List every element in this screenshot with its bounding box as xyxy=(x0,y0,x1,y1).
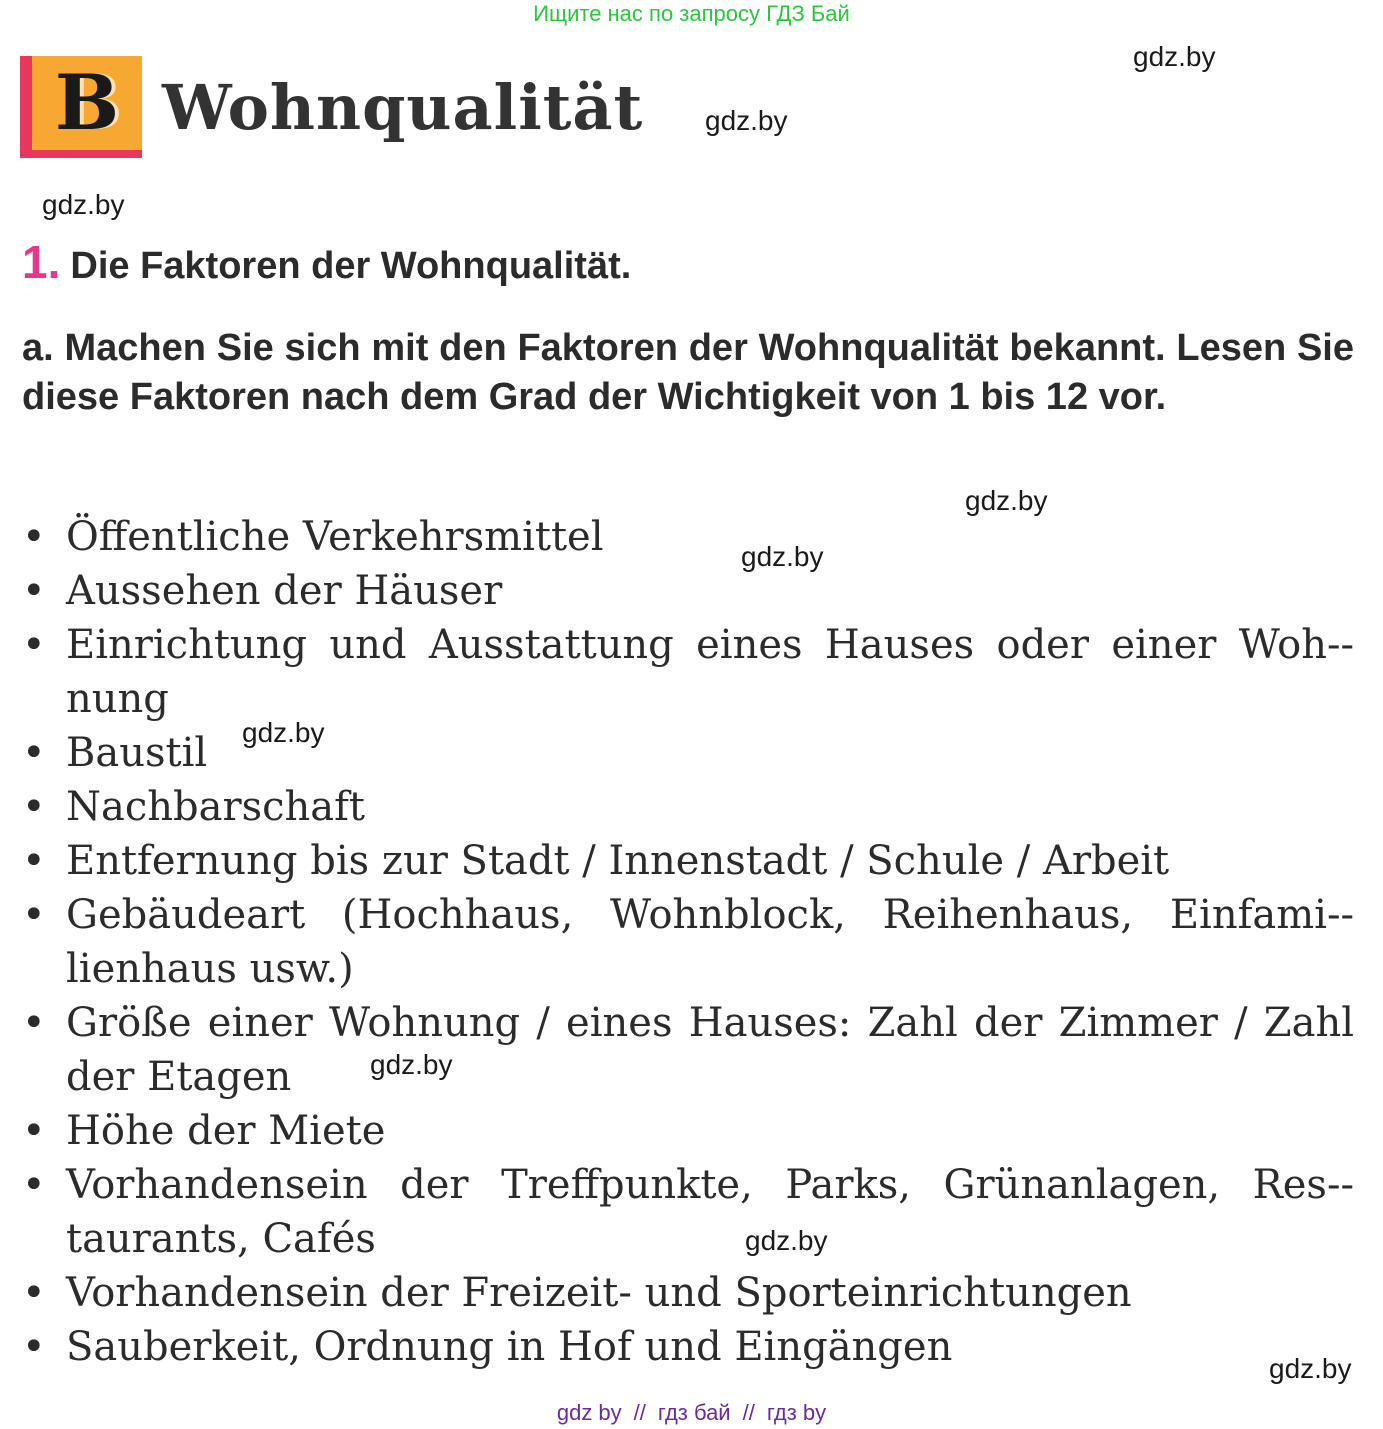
list-item-text: Baustil xyxy=(66,730,208,776)
list-item xyxy=(22,1104,1354,1158)
bullet-icon: • xyxy=(22,1324,46,1370)
instruction-text: a. Machen Sie sich mit den Faktoren der Wohnqualität bekannt. Lesen Sie diese Faktoren nach dem Grad der Wichtigkeit von 1 bis 12 vor. xyxy=(22,327,1354,418)
task-title: Die Faktoren der Wohnqualität. xyxy=(70,245,632,287)
footer-watermark xyxy=(0,1398,1383,1428)
list-item xyxy=(22,564,1354,618)
list-item-text: Höhe der Miete xyxy=(66,1108,386,1154)
section-badge xyxy=(20,56,144,160)
watermark: gdz.by xyxy=(1269,1353,1352,1384)
bullet-icon: • xyxy=(22,784,46,830)
bullet-icon: • xyxy=(22,568,46,614)
badge-letter: B xyxy=(54,58,120,147)
list-item xyxy=(22,780,1354,834)
list-item xyxy=(22,996,1354,1104)
footer-separator: // xyxy=(742,1400,755,1425)
watermark: gdz.by xyxy=(370,1049,453,1080)
list-item xyxy=(22,1266,1354,1320)
watermark: gdz.by xyxy=(1133,41,1216,72)
list-item xyxy=(22,510,1354,564)
list-item-text: Vorhandensein der Freizeit- und Sporteinrichtungen xyxy=(66,1270,1132,1316)
footer-part: гдз бай xyxy=(657,1400,731,1425)
bullet-icon: • xyxy=(22,1000,46,1046)
watermark: gdz.by xyxy=(705,105,788,136)
section-title: Wohnqualität xyxy=(162,71,644,144)
list-item-text: Gebäudeart (Hochhaus, Wohnblock, Reihenhaus, Einfami-lienhaus usw.) xyxy=(66,892,1354,992)
list-item xyxy=(22,1320,1354,1374)
bullet-icon: • xyxy=(22,838,46,884)
footer-separator: // xyxy=(633,1400,646,1425)
list-item xyxy=(22,618,1354,726)
list-item-text: Nachbarschaft xyxy=(66,784,366,830)
list-item-text: Sauberkeit, Ordnung in Hof und Eingängen xyxy=(66,1324,953,1370)
top-banner: Ищите нас по запросу ГДЗ Бай xyxy=(533,1,850,26)
list-item xyxy=(22,834,1354,888)
watermark: gdz.by xyxy=(242,717,325,748)
badge-red-bar-left xyxy=(20,56,32,158)
watermark: gdz.by xyxy=(965,485,1048,516)
list-item-text: Einrichtung und Ausstattung eines Hauses oder einer Woh-nung xyxy=(66,622,1354,722)
list-item-text: Entfernung bis zur Stadt / Innenstadt / Schule / Arbeit xyxy=(66,838,1170,884)
list-item-text: Öffentliche Verkehrsmittel xyxy=(66,514,604,560)
badge-red-bar-bottom xyxy=(20,150,142,158)
list-item-text: Aussehen der Häuser xyxy=(66,568,503,614)
bullet-icon: • xyxy=(22,730,46,776)
list-item-text: Vorhandensein der Treffpunkte, Parks, Grünanlagen, Res-taurants, Cafés xyxy=(66,1162,1354,1262)
task-heading xyxy=(22,236,631,292)
list-item xyxy=(22,726,1354,780)
task-number: 1. xyxy=(22,236,61,288)
bullet-icon: • xyxy=(22,514,46,560)
footer-part: гдз by xyxy=(766,1400,827,1425)
watermark: gdz.by xyxy=(741,541,824,572)
factors-list xyxy=(22,510,1354,1374)
watermark: gdz.by xyxy=(745,1225,828,1256)
list-item xyxy=(22,1158,1354,1266)
list-item xyxy=(22,888,1354,996)
footer-part: gdz by xyxy=(556,1400,622,1425)
bullet-icon: • xyxy=(22,892,46,938)
list-item-text: Größe einer Wohnung / eines Hauses: Zahl der Zimmer / Zahl der Etagen xyxy=(66,1000,1354,1100)
bullet-icon: • xyxy=(22,1270,46,1316)
watermark: gdz.by xyxy=(42,189,125,220)
bullet-icon: • xyxy=(22,1108,46,1154)
bullet-icon: • xyxy=(22,622,46,668)
bullet-icon: • xyxy=(22,1162,46,1208)
